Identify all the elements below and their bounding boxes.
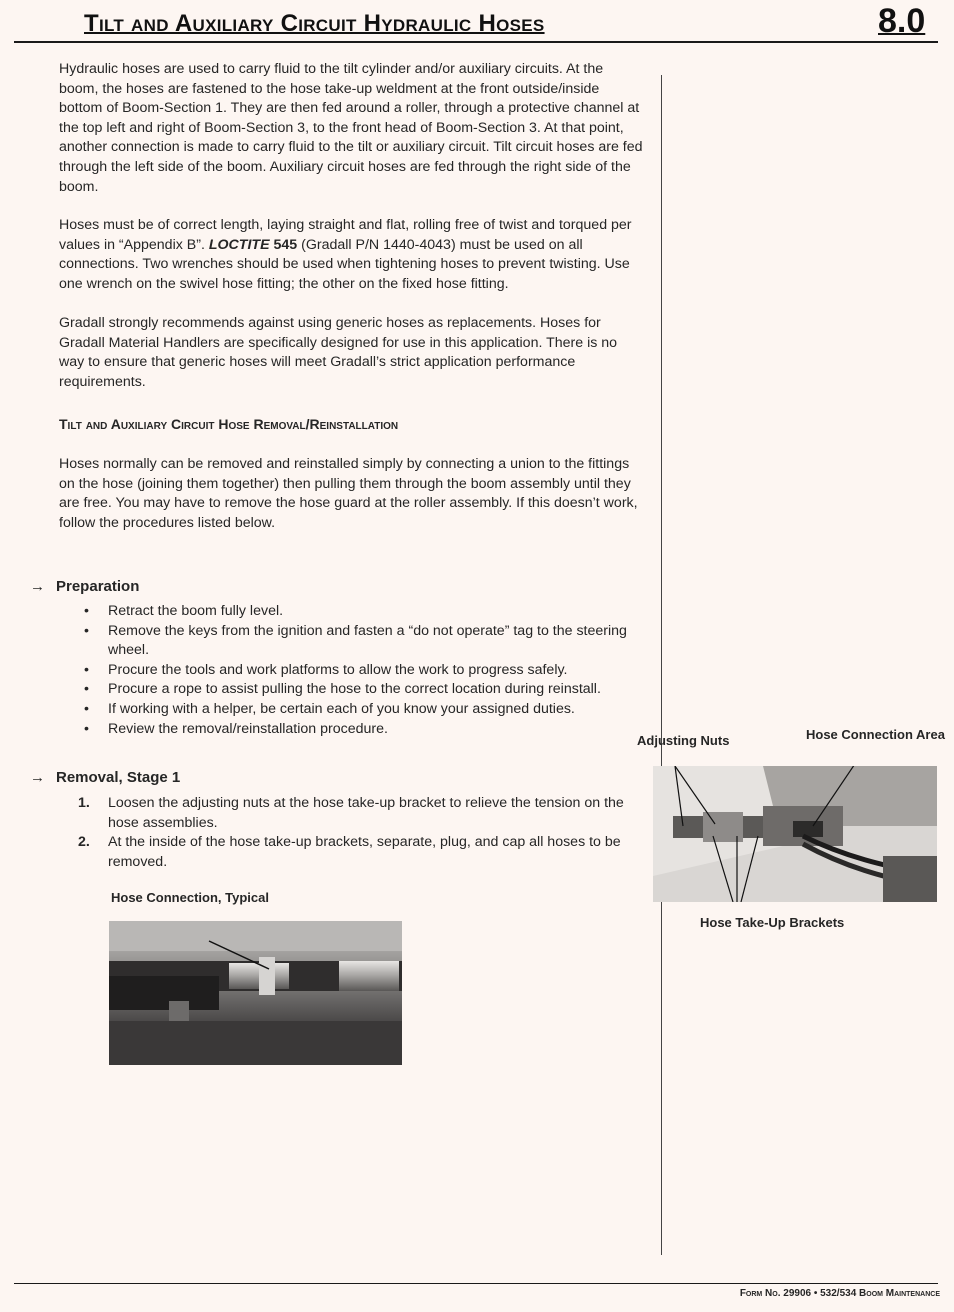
page-title: Tilt and Auxiliary Circuit Hydraulic Hoses: [84, 10, 545, 37]
list-item: • Review the removal/reinstallation procedure.: [80, 720, 640, 740]
arrow-right-icon: →: [30, 578, 45, 595]
subheading: Tilt and Auxiliary Circuit Hose Removal/Reinstallation: [59, 416, 399, 432]
generic-hoses-paragraph: Gradall strongly recommends against using generic hoses as replacements. Hoses for Gradall Material Handlers are specifically designed for use in this application. There is no way to ensure that generic hoses will meet Gradall’s strict application performance requirements.: [59, 315, 618, 390]
hose-take-up-photo: [653, 766, 937, 902]
list-item: • Retract the boom fully level.: [80, 602, 640, 622]
footer-text: Form No. 29906 • 532/534 Boom Maintenance: [739, 1288, 940, 1299]
removal-overview-paragraph: Hoses normally can be removed and reinstalled simply by connecting a union to the fittings on the hose (joining them together) then pulling them through the boom assembly until they are free. You may have to remove the hose guard at the roller assembly. If this doesn’t work, follow the procedures listed below.: [59, 456, 638, 531]
list-item: • Remove the keys from the ignition and fasten a “do not operate” tag to the steering wheel.: [80, 622, 640, 661]
left-figure-caption: Hose Connection, Typical: [111, 890, 269, 905]
arrow-right-icon: →: [30, 769, 45, 786]
hose-requirements-paragraph: [59, 216, 644, 294]
section-number: 8.0: [878, 2, 926, 40]
removal-heading: [30, 769, 180, 786]
column-divider: [661, 75, 662, 1255]
preparation-list: [80, 602, 640, 739]
list-item: • If working with a helper, be certain each of you know your assigned duties.: [80, 700, 640, 720]
preparation-heading: [30, 578, 139, 595]
header-rule: [14, 41, 938, 43]
step-item: [78, 833, 628, 872]
step-item: [78, 794, 628, 833]
step-text: At the inside of the hose take-up brackets, separate, plug, and cap all hoses to be removed.: [108, 834, 621, 870]
adjusting-nuts-label: Adjusting Nuts: [637, 733, 730, 748]
para2-start: Hoses must be of correct length, laying straight and flat, rolling free of twist and torqued per values in “Appendix B”.: [59, 217, 632, 253]
hose-take-up-brackets-label: Hose Take-Up Brackets: [700, 915, 845, 930]
loctite-brand: LOCTITE: [208, 236, 270, 253]
removal-steps: [78, 794, 628, 872]
step-text: Loosen the adjusting nuts at the hose take-up bracket to relieve the tension on the hose assemblies.: [108, 795, 624, 831]
preparation-heading-text: Preparation: [56, 578, 140, 595]
step-number: 1.: [78, 795, 90, 811]
para2-end: (Gradall P/N 1440-4043) must be used on all connections. Two wrenches should be used when tightening hoses to prevent twisting. Use one wrench on the swivel hose fitting; the other on the fixed hose fitting.: [59, 236, 630, 292]
list-item: • Procure a rope to assist pulling the hose to the correct location during reinstall.: [80, 680, 640, 700]
footer-rule: [14, 1283, 938, 1284]
removal-heading-text: Removal, Stage 1: [56, 769, 181, 786]
step-number: 2.: [78, 834, 90, 851]
loctite-number: 545: [269, 236, 298, 253]
hose-connection-area-label: Hose Connection Area: [806, 727, 945, 742]
list-item: • Procure the tools and work platforms to allow the work to progress safely.: [80, 661, 640, 681]
intro-paragraph: Hydraulic hoses are used to carry fluid to the tilt cylinder and/or auxiliary circuits. At the boom, the hoses are fastened to the hose take-up weldment at the front outside/inside bottom of Boom-Section 1. They are then fed around a roller, through a protective channel at the top left and right of Boom-Section 3, to the front head of Boom-Section 3. At that point, another connection is made to carry fluid to the tilt or auxiliary circuit. Tilt circuit hoses are fed through the left side of the boom. Auxiliary circuit hoses are fed through the right side of the boom.: [59, 61, 643, 195]
hose-connection-photo: [109, 921, 402, 1065]
